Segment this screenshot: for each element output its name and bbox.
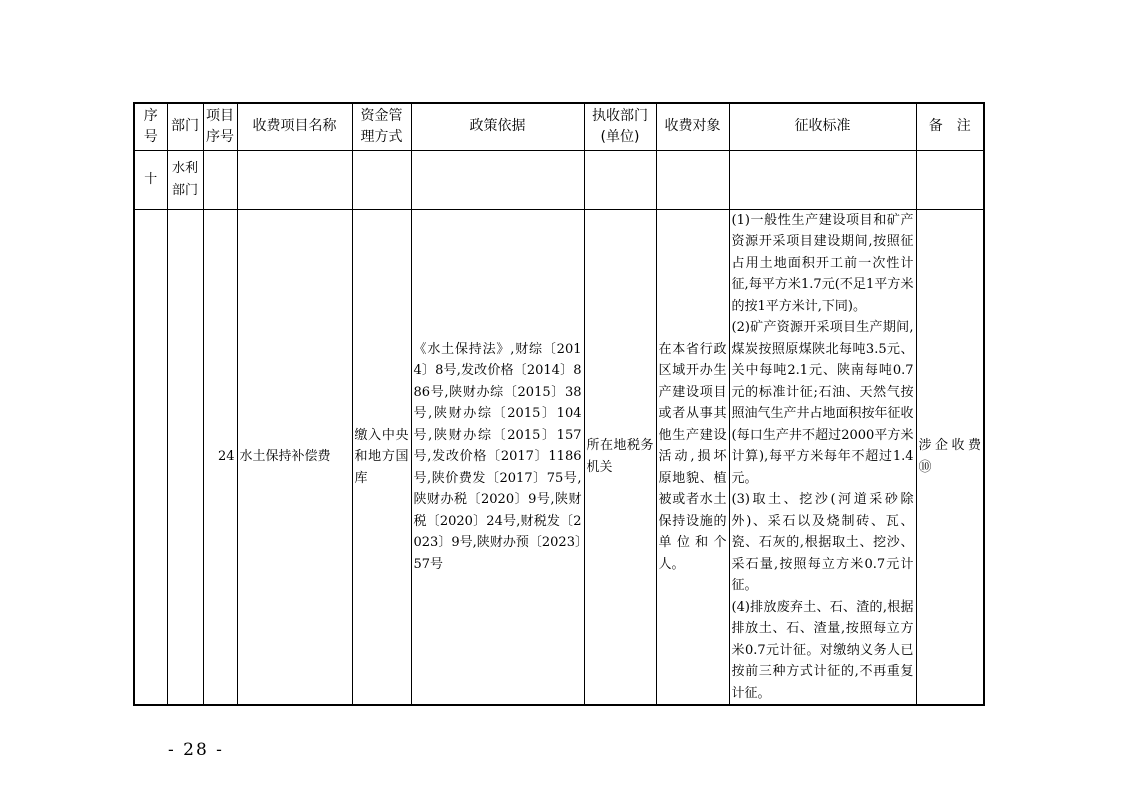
- dept-row: [134, 150, 984, 209]
- collection-standard-cell: [729, 209, 916, 705]
- standard-clause-2: (2)矿产资源开采项目生产期间,煤炭按照原煤陕北每吨3.5元、关中每吨2.1元、陕南每吨0.7元的标准计征;石油、天然气按照油气生产井占地面积按年征收(每口生产井不超过2000平方米计算),每平方米每年不超过1.4元。: [731, 320, 914, 486]
- header-collector: 执收部门(单位): [584, 103, 656, 150]
- header-policy: 政策依据: [411, 103, 584, 150]
- table-row: [134, 209, 984, 705]
- header-dept: 部门: [167, 103, 203, 150]
- header-remarks: 备 注: [916, 103, 984, 150]
- empty-cell: [352, 150, 411, 209]
- standard-clause-1: (1)一般性生产建设项目和矿产资源开采项目建设期间,按照征占用土地面积开工前一次性计征,每平方米1.7元(不足1平方米的按1平方米计,下同)。: [731, 212, 914, 314]
- empty-cell: [237, 150, 352, 209]
- fee-table: [133, 102, 985, 706]
- fund-mgmt-cell: 缴入中央和地方国库: [352, 209, 411, 705]
- dept-name-cell: 水利部门: [167, 150, 203, 209]
- remarks-cell: 涉企收费⑩: [916, 209, 984, 705]
- standard-clause-4: (4)排放废弃土、石、渣的,根据排放土、石、渣量,按照每立方米0.7元计征。对缴纳义务人已按前三种方式计征的,不再重复计征。: [731, 599, 914, 701]
- item-seq-empty-cell: [134, 209, 167, 705]
- standard-clause-3: (3)取土、挖沙(河道采砂除外)、采石以及烧制砖、瓦、瓷、石灰的,根据取土、挖沙、采石量,按照每立方米0.7元计征。: [731, 492, 914, 593]
- empty-cell: [411, 150, 584, 209]
- charge-target-cell: 在本省行政区域开办生产建设项目或者从事其他生产建设活动,损坏原地貌、植被或者水土保持设施的单位和个人。: [656, 209, 729, 705]
- empty-cell: [656, 150, 729, 209]
- header-seq: 序号: [134, 103, 167, 150]
- policy-basis-cell: 《水土保持法》,财综〔2014〕8号,发改价格〔2014〕886号,陕财办综〔2015〕38号,陕财办综〔2015〕104号,陕财办综〔2015〕157号,发改价格〔2017〕1186号,陕价费发〔2017〕75号,陕财办税〔2020〕9号,陕财税〔2020〕24号,财税发〔2023〕9号,陕财办预〔2023〕57号: [411, 209, 584, 705]
- header-item-seq: 项目序号: [203, 103, 237, 150]
- collector-cell: 所在地税务机关: [584, 209, 656, 705]
- page-number: - 28 -: [168, 740, 224, 760]
- item-number-cell: 24: [203, 209, 237, 705]
- empty-cell: [203, 150, 237, 209]
- item-name-cell: 水土保持补偿费: [237, 209, 352, 705]
- empty-cell: [584, 150, 656, 209]
- table-header-row: [134, 103, 984, 150]
- item-dept-empty-cell: [167, 209, 203, 705]
- header-fund-mgmt: 资金管理方式: [352, 103, 411, 150]
- header-standard: 征收标准: [729, 103, 916, 150]
- header-target: 收费对象: [656, 103, 729, 150]
- header-name: 收费项目名称: [237, 103, 352, 150]
- empty-cell: [729, 150, 916, 209]
- empty-cell: [916, 150, 984, 209]
- dept-seq-cell: 十: [134, 150, 167, 209]
